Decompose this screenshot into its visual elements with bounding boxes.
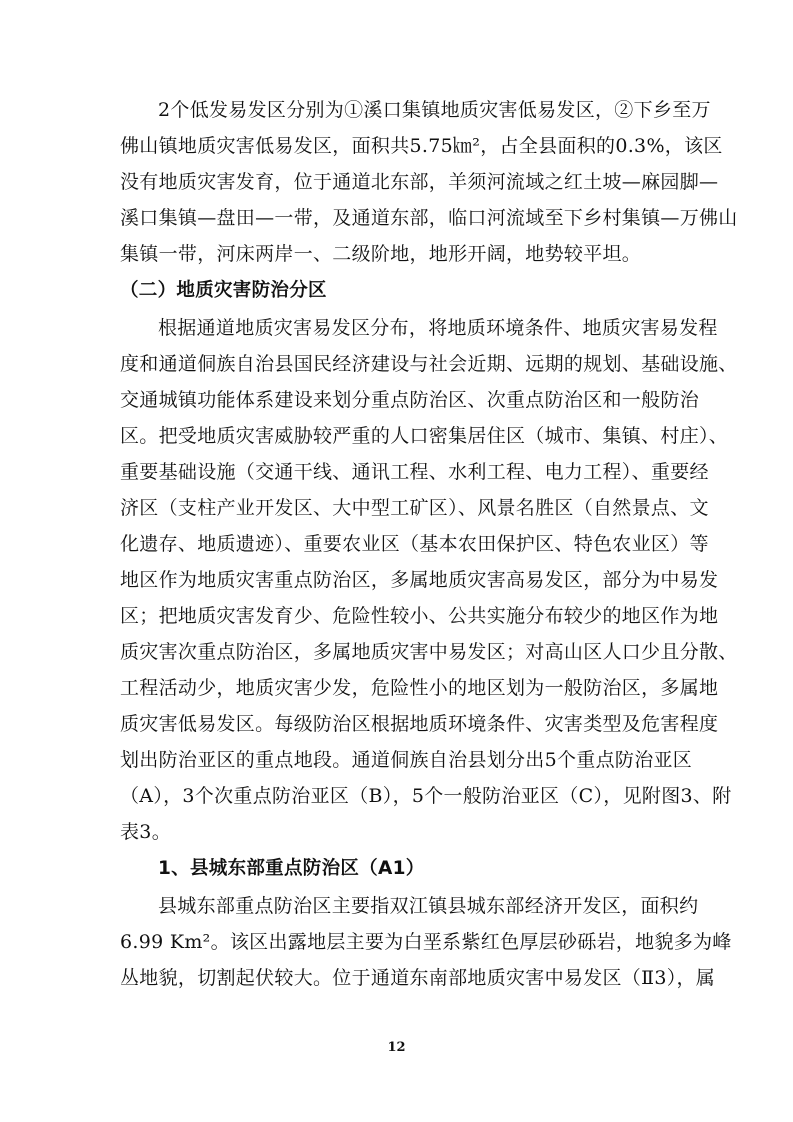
paragraph-line: 地区作为地质灾害重点防治区，多属地质灾害高易发区，部分为中易发 xyxy=(120,569,719,591)
paragraph-line: 化遗存、地质遗迹）、重要农业区（基本农田保护区、特色农业区）等 xyxy=(120,533,709,555)
paragraph-line: 质灾害低易发区。每级防治区根据地质环境条件、灾害类型及危害程度 xyxy=(120,713,719,735)
paragraph-line: 区。把受地质灾害威胁较严重的人口密集居住区（城市、集镇、村庄）、 xyxy=(120,425,729,447)
paragraph-line: 根据通道地质灾害易发区分布，将地质环境条件、地质灾害易发程 xyxy=(158,317,718,339)
paragraph-line: 丛地貌，切割起伏较大。位于通道东南部地质灾害中易发区（Ⅱ3），属 xyxy=(120,967,716,989)
page-number: 12 xyxy=(387,1040,406,1055)
paragraph-line: 重要基础设施（交通干线、通讯工程、水利工程、电力工程）、重要经 xyxy=(120,461,709,483)
paragraph-line: 区；把地质灾害发育少、危险性较小、公共实施分布较少的地区作为地 xyxy=(120,605,719,627)
section-heading: （二）地质灾害防治分区 xyxy=(120,280,327,301)
paragraph-line: 溪口集镇—盘田—一带，及通道东部，临口河流域至下乡村集镇—万佛山 xyxy=(120,207,738,229)
paragraph-line: 质灾害次重点防治区，多属地质灾害中易发区；对高山区人口少且分散、 xyxy=(120,641,738,663)
paragraph-line: 表3。 xyxy=(120,821,171,843)
paragraph-line: 没有地质灾害发育，位于通道北东部，羊须河流域之红土坡—麻园脚— xyxy=(120,171,719,193)
paragraph-line: 佛山镇地质灾害低易发区，面积共5.75㎞²，占全县面积的0.3%，该区 xyxy=(120,135,723,157)
subsection-heading: 1、县城东部重点防治区（A1） xyxy=(158,858,425,879)
paragraph-line: 县城东部重点防治区主要指双江镇县城东部经济开发区，面积约 xyxy=(158,895,699,917)
paragraph-line: 2个低发易发区分别为①溪口集镇地质灾害低易发区，②下乡至万 xyxy=(158,99,711,121)
paragraph-line: 度和通道侗族自治县国民经济建设与社会近期、远期的规划、基础设施、 xyxy=(120,353,738,375)
paragraph-line: 集镇一带，河床两岸一、二级阶地，地形开阔，地势较平坦。 xyxy=(120,243,642,265)
paragraph-line: 6.99 Km²。该区出露地层主要为白垩系紫红色厚层砂砾岩，地貌多为峰 xyxy=(120,931,732,953)
paragraph-line: （A），3个次重点防治亚区（B），5个一般防治亚区（C），见附图3、附 xyxy=(120,785,732,807)
paragraph-line: 工程活动少，地质灾害少发，危险性小的地区划为一般防治区，多属地 xyxy=(120,677,719,699)
paragraph-line: 济区（支柱产业开发区、大中型工矿区）、风景名胜区（自然景点、文 xyxy=(120,497,709,519)
paragraph-line: 划出防治亚区的重点地段。通道侗族自治县划分出5个重点防治亚区 xyxy=(120,749,693,771)
paragraph-line: 交通城镇功能体系建设来划分重点防治区、次重点防治区和一般防治 xyxy=(120,389,700,411)
